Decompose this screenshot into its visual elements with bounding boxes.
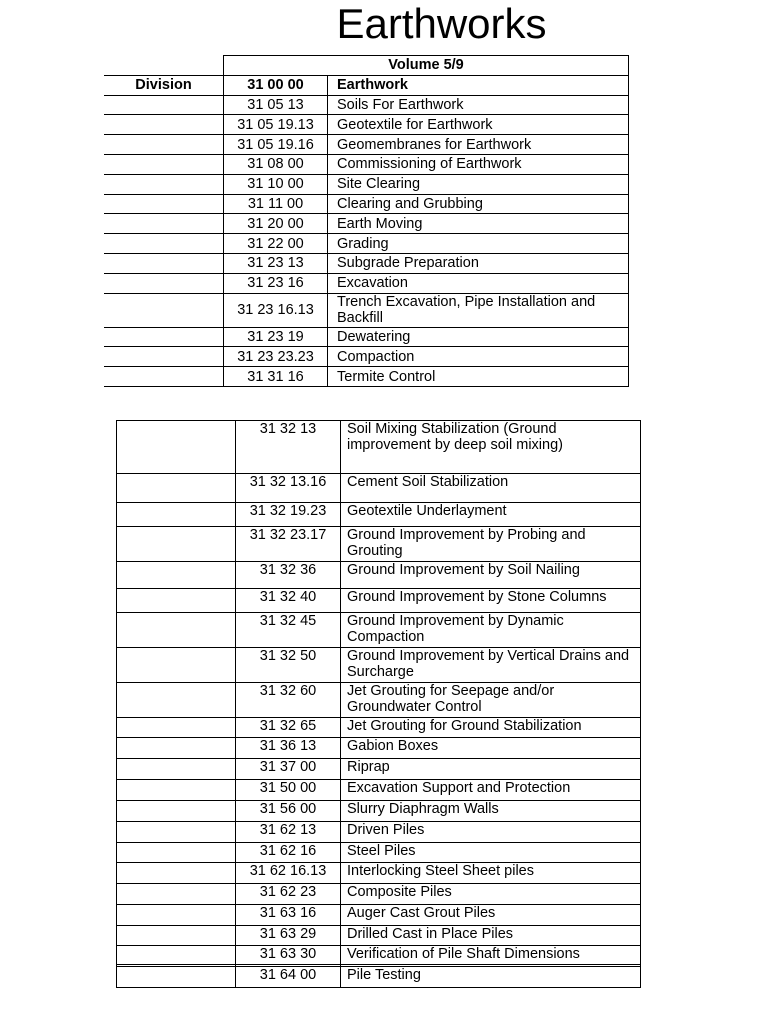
section-code: 31 32 13 — [236, 421, 341, 474]
section-name: Subgrade Preparation — [328, 253, 629, 273]
table-row — [117, 718, 641, 738]
section-code: 31 62 13 — [236, 822, 341, 843]
section-code: 31 11 00 — [224, 194, 328, 214]
table-row — [117, 683, 641, 718]
blank-cell — [117, 474, 236, 503]
table-row — [104, 95, 629, 115]
blank-cell — [104, 154, 224, 174]
section-name: Geotextile Underlayment — [341, 503, 641, 527]
blank-cell — [117, 648, 236, 683]
section-name: Ground Improvement by Soil Nailing — [341, 562, 641, 589]
blank-cell — [104, 56, 224, 76]
blank-cell — [104, 174, 224, 194]
blank-cell — [104, 367, 224, 387]
section-name: Verification of Pile Shaft Dimensions — [341, 946, 641, 967]
section-name: Compaction — [328, 347, 629, 367]
table-row — [117, 474, 641, 503]
section-name: Ground Improvement by Stone Columns — [341, 589, 641, 613]
blank-cell — [117, 738, 236, 759]
table-row — [104, 293, 629, 327]
table-row — [117, 780, 641, 801]
blank-cell — [117, 884, 236, 905]
blank-cell — [117, 801, 236, 822]
division-name: Earthwork — [328, 75, 629, 95]
section-code: 31 62 23 — [236, 884, 341, 905]
blank-cell — [117, 683, 236, 718]
table-row — [117, 527, 641, 562]
section-name: Trench Excavation, Pipe Installation and Backfill — [328, 293, 629, 327]
table-row — [104, 367, 629, 387]
table-row — [117, 562, 641, 589]
section-code: 31 32 40 — [236, 589, 341, 613]
section-code: 31 23 13 — [224, 253, 328, 273]
section-code: 31 62 16.13 — [236, 863, 341, 884]
section-code: 31 32 50 — [236, 648, 341, 683]
section-code: 31 05 13 — [224, 95, 328, 115]
blank-cell — [117, 589, 236, 613]
table-row — [117, 738, 641, 759]
blank-cell — [117, 926, 236, 946]
section-code: 31 23 23.23 — [224, 347, 328, 367]
table-row — [104, 347, 629, 367]
section-code: 31 22 00 — [224, 234, 328, 254]
section-name: Auger Cast Grout Piles — [341, 905, 641, 926]
blank-cell — [117, 613, 236, 648]
section-name: Steel Piles — [341, 843, 641, 863]
volume-heading: Volume 5/9 — [224, 56, 629, 76]
blank-cell — [117, 421, 236, 474]
blank-cell — [117, 843, 236, 863]
blank-cell — [117, 863, 236, 884]
blank-cell — [104, 214, 224, 234]
section-code: 31 23 19 — [224, 327, 328, 347]
section-code: 31 50 00 — [236, 780, 341, 801]
section-name: Interlocking Steel Sheet piles — [341, 863, 641, 884]
section-code: 31 32 13.16 — [236, 474, 341, 503]
blank-cell — [117, 905, 236, 926]
blank-cell — [104, 273, 224, 293]
table-row — [104, 194, 629, 214]
section-name: Commissioning of Earthwork — [328, 154, 629, 174]
blank-cell — [104, 115, 224, 135]
section-code: 31 32 65 — [236, 718, 341, 738]
section-name: Geotextile for Earthwork — [328, 115, 629, 135]
section-name: Cement Soil Stabilization — [341, 474, 641, 503]
section-name: Excavation Support and Protection — [341, 780, 641, 801]
section-code: 31 05 19.16 — [224, 135, 328, 155]
section-name: Soils For Earthwork — [328, 95, 629, 115]
table-row — [117, 884, 641, 905]
table-row — [117, 613, 641, 648]
cut-off-next-table-edge — [116, 964, 641, 973]
table-row — [104, 234, 629, 254]
table-row — [117, 589, 641, 613]
table-row — [104, 214, 629, 234]
section-name: Geomembranes for Earthwork — [328, 135, 629, 155]
section-code: 31 05 19.13 — [224, 115, 328, 135]
blank-cell — [117, 562, 236, 589]
section-code: 31 64 00 — [236, 967, 341, 988]
table-row — [117, 863, 641, 884]
table-row — [104, 253, 629, 273]
section-name: Drilled Cast in Place Piles — [341, 926, 641, 946]
section-code: 31 23 16 — [224, 273, 328, 293]
section-name: Slurry Diaphragm Walls — [341, 801, 641, 822]
table-row — [104, 327, 629, 347]
table-row — [104, 115, 629, 135]
section-code: 31 36 13 — [236, 738, 341, 759]
section-name: Ground Improvement by Dynamic Compaction — [341, 613, 641, 648]
blank-cell — [104, 347, 224, 367]
section-name: Ground Improvement by Vertical Drains and Surcharge — [341, 648, 641, 683]
blank-cell — [104, 293, 224, 327]
blank-cell — [104, 327, 224, 347]
table-row — [117, 905, 641, 926]
division-code: 31 00 00 — [224, 75, 328, 95]
earthwork-table-volume-5 — [104, 55, 629, 387]
blank-cell — [104, 253, 224, 273]
earthwork-table-continued — [116, 420, 641, 988]
blank-cell — [117, 527, 236, 562]
table-row — [117, 421, 641, 474]
table-row — [104, 154, 629, 174]
section-code: 31 32 45 — [236, 613, 341, 648]
section-code: 31 32 23.17 — [236, 527, 341, 562]
section-code: 31 63 16 — [236, 905, 341, 926]
blank-cell — [117, 780, 236, 801]
table-row — [117, 648, 641, 683]
section-name: Jet Grouting for Ground Stabilization — [341, 718, 641, 738]
section-code: 31 32 60 — [236, 683, 341, 718]
section-code: 31 62 16 — [236, 843, 341, 863]
section-code: 31 20 00 — [224, 214, 328, 234]
table-row — [104, 273, 629, 293]
section-name: Ground Improvement by Probing and Grouting — [341, 527, 641, 562]
table-row — [117, 926, 641, 946]
section-name: Driven Piles — [341, 822, 641, 843]
blank-cell — [117, 822, 236, 843]
blank-cell — [117, 503, 236, 527]
blank-cell — [117, 718, 236, 738]
section-name: Soil Mixing Stabilization (Ground improvement by deep soil mixing) — [341, 421, 641, 474]
section-code: 31 63 29 — [236, 926, 341, 946]
blank-cell — [104, 194, 224, 214]
blank-cell — [104, 95, 224, 115]
section-code: 31 23 16.13 — [224, 293, 328, 327]
table-row — [117, 759, 641, 780]
section-name: Composite Piles — [341, 884, 641, 905]
section-name: Excavation — [328, 273, 629, 293]
section-name: Grading — [328, 234, 629, 254]
section-name: Pile Testing — [341, 967, 641, 988]
division-label: Division — [104, 75, 224, 95]
section-name: Jet Grouting for Seepage and/or Groundwater Control — [341, 683, 641, 718]
section-code: 31 32 19.23 — [236, 503, 341, 527]
section-name: Site Clearing — [328, 174, 629, 194]
section-name: Gabion Boxes — [341, 738, 641, 759]
section-code: 31 10 00 — [224, 174, 328, 194]
section-code: 31 37 00 — [236, 759, 341, 780]
section-code: 31 32 36 — [236, 562, 341, 589]
blank-cell — [104, 135, 224, 155]
section-code: 31 56 00 — [236, 801, 341, 822]
table-row — [104, 135, 629, 155]
table-row — [117, 822, 641, 843]
page-title: Earthworks — [336, 0, 547, 47]
blank-cell — [104, 234, 224, 254]
blank-cell — [117, 759, 236, 780]
section-name: Dewatering — [328, 327, 629, 347]
table-row — [117, 843, 641, 863]
section-code: 31 08 00 — [224, 154, 328, 174]
table-row — [117, 503, 641, 527]
table-row — [104, 174, 629, 194]
section-code: 31 31 16 — [224, 367, 328, 387]
section-name: Termite Control — [328, 367, 629, 387]
table-row — [117, 801, 641, 822]
section-code: 31 63 30 — [236, 946, 341, 967]
section-name: Clearing and Grubbing — [328, 194, 629, 214]
section-name: Earth Moving — [328, 214, 629, 234]
section-name: Riprap — [341, 759, 641, 780]
